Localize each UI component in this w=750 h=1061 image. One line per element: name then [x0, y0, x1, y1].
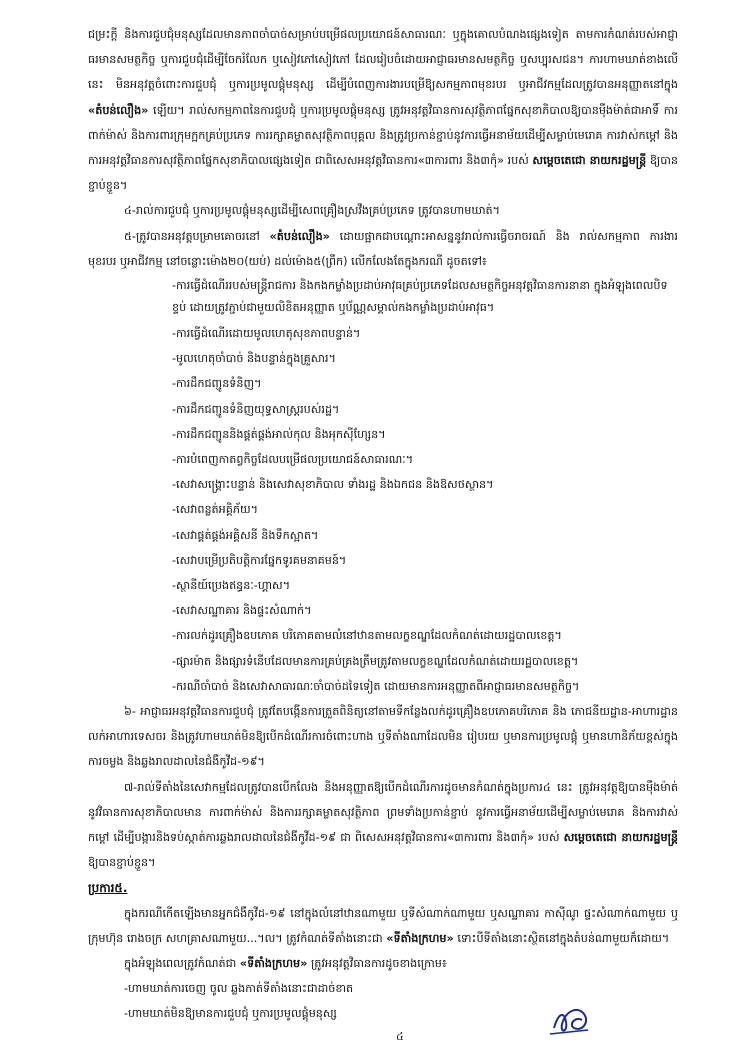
paragraph-8	[88, 901, 678, 951]
bold-term: «តំបន់លឿង»	[88, 103, 149, 117]
text-run: ឱ្យបានខ្ជាប់ខ្ជួន។	[88, 154, 678, 193]
paragraph-4: ៤-រាល់ការជួបជុំ ឬការប្រមូលផ្តុំមនុស្សដើម្បីសេពគ្រឿងស្រវឹងគ្រប់ប្រភេទ ត្រូវបានហាមឃាត់។	[124, 204, 500, 218]
list-item: -ការដឹកជញ្ជូនទំនិញ។	[172, 377, 262, 391]
list-item: -ការបំពេញកាតព្វកិច្ចដែលបម្រើផលប្រយោជន៍សាធារណៈ។	[172, 453, 414, 467]
list-item: -ហាមឃាត់មិនឱ្យមានការជួបជុំ ឬការប្រមូលផ្តុំមនុស្ស	[124, 1007, 337, 1021]
article-heading: ប្រការ៥.	[88, 880, 128, 895]
text-run: ៥-ត្រូវបានអនុវត្តបម្រាមគោចរនៅ	[124, 229, 260, 243]
page-number: ៤	[396, 1030, 404, 1043]
list-item: -មូលហេតុចាំបាច់ និងបន្ទាន់ក្នុងគ្រួសារ។	[172, 352, 336, 366]
bold-term: «ទីតាំងក្រហម»	[386, 931, 454, 945]
list-item: -ហាមឃាត់ការចេញ ចូល ឆ្លងកាត់ទីតាំងនោះជាដាច់ខាត	[124, 982, 354, 996]
exception-list	[88, 275, 678, 699]
paragraph-5	[88, 224, 678, 274]
signature-icon	[548, 1000, 594, 1040]
list-item: -ស្ថានីយ៍ប្រេងឥន្ធនៈ-ហ្គាស។	[172, 579, 291, 593]
text-run: ដោយផ្អាកជាបណ្តោះអាសន្ននូវរាល់ការធ្វើចរាចរណ៍ និង រាល់សកម្មភាព ការងារ មុខរបរ ឬអាជីវកម្ម នៅចន្លោះម៉ោង២០(យប់) ដល់ម៉ោង៥(ព្រឹក) លើកលែងតែក្នុងករណី ដូចតទៅ៖	[88, 229, 678, 268]
text-run: ឱ្យបានខ្ជាប់ខ្ជួន។	[88, 856, 156, 870]
text-run: ទោះបីទីតាំងនោះស្ថិតនៅក្នុងតំបន់ណាមួយក៏ដោយ។	[457, 931, 670, 945]
bold-term: «ទីតាំងក្រហម»	[239, 956, 308, 970]
text-run: ជម្រះក្តី និងការជួបជុំមនុស្សដែលមានភាពចាំបាច់សម្រាប់បម្រើផលប្រយោជន៍សាធារណៈ ឬក្នុងគោលបំណងផ្សេងទៀត តាមការកំណត់របស់អាជ្ញាធរមានសមត្ថកិច្ច ឬការជួបជុំដើម្បីចែករំលែក ឬសៀវភៅសៀវភៅ ដែលរៀបចំដោយអាជ្ញាធរមានសមត្ថកិច្ច ឬសប្បុរសជន។ ការហាមឃាត់ខាងលើនេះ មិនអនុវត្តចំពោះការជួបជុំ ឬការប្រមូលផ្តុំមនុស្ស ដើម្បីបំពេញការងារបម្រើឱ្យសកម្មភាពមុខរបរ ឬអាជីវកម្មដែលត្រូវបានអនុញ្ញាតនៅក្នុង	[88, 28, 678, 92]
list-item: -សេវាពន្លត់អគ្គិភ័យ។	[172, 503, 258, 517]
text-run: ឡើយ។ រាល់សកម្មភាពនៃការជួបជុំ ឬការប្រមូលផ្តុំមនុស្ស ត្រូវអនុវត្តវិធានការសុវត្ថិភាពផ្នែកសុខាភិបាលឱ្យបានម៉ឺងម៉ាត់ជាអាទិ៍ ការពាក់ម៉ាស់ និងការពារក្រុមក្អកគ្រប់ប្រភេទ ការរក្សាគម្លាតសុវត្ថិភាពបុគ្គល និងត្រូវប្រកាន់ខ្ជាប់នូវការធ្វើអនាម័យដើម្បីសម្លាប់មេរោគ ការវាស់កម្តៅ និងការអនុវត្តវិធានការសុវត្ថិភាពផ្នែកសុខាភិបាលផ្សេងទៀត ជាពិសេសអនុវត្តវិធានការ«៣ការពារ និង៣កុំ» របស់	[88, 103, 678, 168]
paragraph-1	[88, 22, 678, 198]
bold-term: សម្តេចតេជោ នាយករដ្ឋមន្ត្រី	[532, 154, 647, 168]
text-run: ក្នុងអំឡុងពេលត្រូវកំណត់ជា	[124, 956, 237, 970]
text-run: ត្រូវអនុវត្តវិធានការដូចខាងក្រោម៖	[310, 956, 447, 970]
list-item: -ការដឹកជញ្ជូននិងផ្គត់ផ្គង់អាល់កុល និងអុកស៊ីហ្សែន។	[172, 427, 386, 441]
paragraph-7	[88, 775, 678, 876]
list-item: -ការធ្វើដំណើរដោយមូលហេតុសុខភាពបន្ទាន់។	[172, 327, 361, 341]
list-item: -ការលក់ដូរគ្រឿងឧបភោគ បរិភោគតាមលំនៅឋានតាមលក្ខខណ្ឌដែលកំណត់ដោយរដ្ឋបាលខេត្ត។	[172, 629, 562, 643]
bold-term: «តំបន់លឿង»	[269, 229, 330, 243]
text-run: ក្នុងករណីកើតឡើងមានអ្នកជំងឺកូវីដ-១៩ នៅក្នុងលំនៅឋានណាមួយ ឬទីសំណាក់ណាមួយ ឬសណ្ឋាគារ កាស៊ីណូ ផ្ទះសំណាក់ណាមួយ ឬក្រុមហ៊ុន រោងចក្រ សហគ្រាសណាមួយ...។ល។ ត្រូវកំណត់ទីតាំងនោះជា	[88, 906, 678, 945]
list-item: -សេវាផ្គត់ផ្គង់អគ្គិសនី និងទឹកស្អាត។	[172, 528, 319, 542]
list-item: -សេវាសង្គ្រោះបន្ទាន់ និងសេវាសុខាភិបាល ទាំងរដ្ឋ និងឯកជន និងឱសថស្ថាន។	[172, 478, 494, 492]
list-item: -ផ្សារម៉ាត និងផ្សារទំនើបដែលមានការគ្រប់គ្រងត្រឹមត្រូវតាមលក្ខខណ្ឌដែលកំណត់ដោយរដ្ឋបាលខេត្ត។	[172, 654, 579, 668]
bold-term: សម្តេចតេជោ នាយករដ្ឋមន្ត្រី	[563, 831, 679, 845]
list-item: -សេវាបម្រើប្រតិបត្តិការផ្នែកទូរគមនាគមន៍។	[172, 553, 347, 567]
paragraph-6: ៦- អាជ្ញាធរអនុវត្តវិធានការជួបជុំ ត្រូវតែបង្កើនការត្រួតពិនិត្យនៅតាមទីកន្លែងលក់ដូរគ្រឿងឧបភោគបរិភោគ និង ភោជនីយដ្ឋាន-អាហារដ្ឋានលក់អាហារទេសចរ និងត្រូវហាមឃាត់មិនឱ្យបើកដំណើរការចំពោះហាង ឬទីតាំងណាដែលមិន រៀបរយ ឬមានការប្រមូលផ្តុំ ឬមានហានិភ័យខ្ពស់ក្នុងការចម្លង និងឆ្លងរាលដាលនៃជំងឺកូវីដ-១៩។	[88, 705, 678, 769]
list-item: -ការដឹកជញ្ជូនទំនិញយុទ្ធសាស្ត្ររបស់រដ្ឋ។	[172, 402, 340, 416]
text-run: ៧-រាល់ទីតាំងនៃសេវាកម្មដែលត្រូវបានបើកលែង និងអនុញ្ញាតឱ្យបើកដំណើរការដូចមានកំណត់ក្នុងប្រការ៤ នេះ ត្រូវអនុវត្តឱ្យបានម៉ឺងម៉ាត់នូវវិធានការសុខាភិបាលមាន ការពាក់ម៉ាស់ និងការរក្សាគម្លាតសុវត្ថិភាព ព្រមទាំងប្រកាន់ខ្ជាប់ នូវការធ្វើអនាម័យដើម្បីសម្លាប់មេរោគ និងការវាស់កម្តៅ ដើម្បីបង្ការនិងទប់ស្កាត់ការឆ្លងរាលដាលនៃជំងឺកូវីដ-១៩ ជា ពិសេសអនុវត្តវិធានការ«៣ការពារ និង៣កុំ» របស់	[88, 780, 678, 845]
list-item: -ករណីចាំបាច់ និងសេវាសាធារណៈចាំបាច់ដទៃទៀត ដោយមានការអនុញ្ញាតពីអាជ្ញាធរមានសមត្ថកិច្ច។	[172, 679, 580, 693]
list-item: -សេវាសណ្ឋាគារ និងផ្ទះសំណាក់។	[172, 604, 312, 618]
list-item: -ការធ្វើដំណើររបស់មន្រ្តីរាជការ និងកងកម្លាំងប្រដាប់អាវុធគ្រប់ប្រភេទដែលសមត្ថកិច្ចអនុវត្តវិធានការនានា ក្នុងអំឡុងពេលបិទខ្ទប់ ដោយត្រូវភ្ជាប់ជាមួយលិខិតអនុញ្ញាត ឬប័ណ្ណសម្គាល់កងកម្លាំងប្រដាប់អាវុធ។	[172, 279, 668, 315]
paragraph-9	[88, 951, 678, 976]
